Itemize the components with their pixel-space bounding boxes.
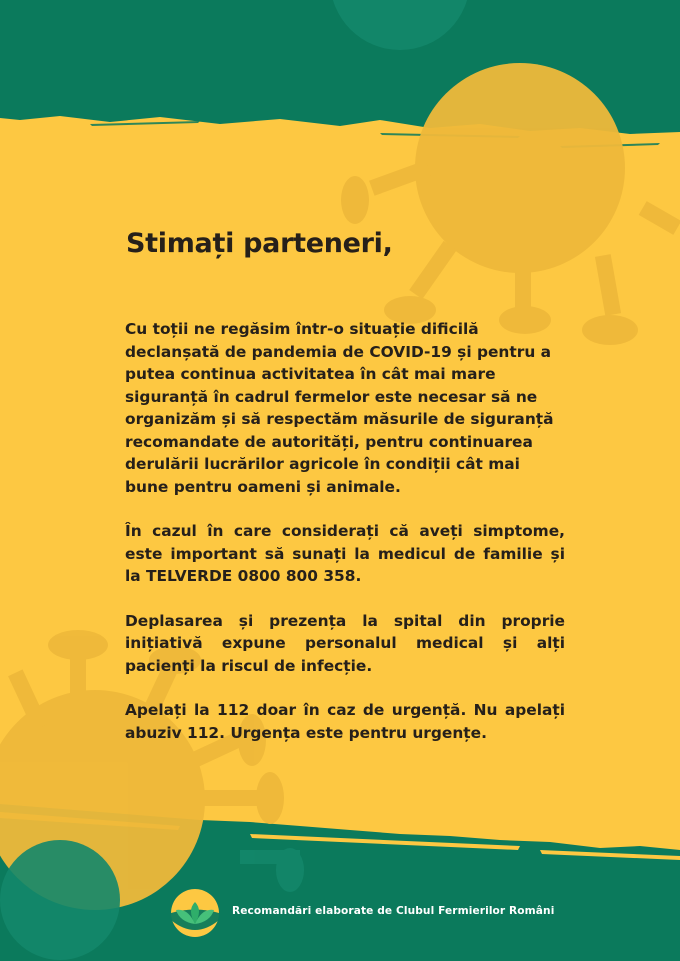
paragraph-symptoms: În cazul în care considerați că aveți simptome, este important să sunați la medicul de familie și la TELVERDE 0800 800 358. bbox=[125, 522, 565, 585]
footer-credit: Recomandări elaborate de Clubul Fermierilor Români bbox=[232, 905, 555, 917]
letter-body bbox=[125, 318, 565, 766]
paragraph-hospital: Deplasarea și prezența la spital din proprie inițiativă expune personalul medical și alți pacienți la riscul de infecție. bbox=[125, 611, 565, 675]
letter-title: Stimați parteneri, bbox=[126, 228, 393, 259]
paragraph-intro: Cu toții ne regăsim într-o situație dificilă declanșată de pandemia de COVID-19 și pentru a putea continua activitatea în cât mai mare siguranță în cadrul fermelor este necesar să ne organizăm și să respectăm măsurile de siguranță recomandate de autorități, pentru continuarea derulării lucrărilor agricole în condiții cât mai bune pentru oameni și animale. bbox=[125, 320, 554, 496]
club-logo-icon bbox=[170, 888, 220, 938]
paragraph-emergency: Apelați la 112 doar în caz de urgență. Nu apelați abuziv 112. Urgența este pentru urgențe. bbox=[125, 701, 565, 742]
